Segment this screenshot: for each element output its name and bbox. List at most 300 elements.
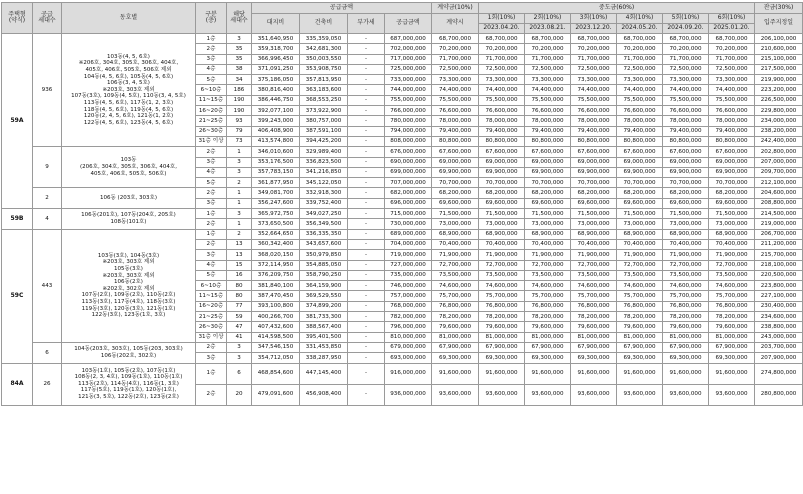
units-cell-text: 35: [235, 45, 243, 52]
middle-payment-cell-text: 72,500,000: [531, 66, 564, 73]
floor-cell-text: 2층: [206, 189, 216, 196]
building-price-cell: [300, 85, 348, 95]
middle-payment-cell: [663, 342, 709, 352]
contract-cell-text: 80,800,000: [438, 138, 472, 145]
middle-payment-cell: [525, 147, 571, 157]
land-price-cell: [252, 44, 300, 54]
land-price-cell: [252, 239, 300, 249]
middle-payment-cell: [525, 95, 571, 105]
vat-cell: [348, 167, 385, 177]
dong-ho-list: [62, 188, 196, 209]
vat-cell-text: -: [364, 45, 368, 52]
middle-payment-cell-text: 72,500,000: [715, 66, 748, 73]
building-price-cell: [300, 250, 348, 260]
contract-cell: [432, 342, 479, 352]
contract-cell-text: 67,900,000: [438, 344, 472, 351]
vat-cell-text: -: [364, 97, 368, 104]
middle-payment-cell-text: 71,900,000: [577, 251, 610, 258]
middle-payment-cell: [663, 198, 709, 208]
building-price-cell-text: 353,908,750: [305, 66, 342, 73]
header-type: 주택형 (약식): [2, 3, 33, 34]
middle-payment-cell-text: 69,300,000: [485, 354, 518, 361]
middle-payment-cell-text: 72,500,000: [577, 66, 610, 73]
middle-payment-cell: [479, 312, 525, 322]
units-cell-text: 77: [235, 303, 243, 310]
vat-cell-text: -: [364, 128, 368, 135]
units-cell-text: 73: [235, 138, 243, 145]
units-cell-text: 1: [237, 148, 241, 155]
middle-payment-cell: [571, 54, 617, 64]
contract-cell: [432, 64, 479, 74]
balance-cell: [755, 54, 803, 64]
floor-cell-text: 4층: [206, 169, 216, 176]
floor-cell: [196, 85, 227, 95]
building-price-cell-text: 356,349,500: [305, 220, 342, 227]
middle-payment-cell-text: 71,500,000: [531, 210, 564, 217]
middle-payment-cell: [479, 260, 525, 270]
middle-payment-cell: [617, 384, 663, 405]
vat-cell: [348, 85, 385, 95]
middle-payment-cell: [617, 136, 663, 146]
balance-cell-text: 206,100,000: [760, 35, 797, 42]
middle-payment-cell-text: 72,700,000: [531, 262, 564, 269]
middle-payment-cell: [617, 353, 663, 363]
middle-payment-cell-text: 69,300,000: [715, 354, 748, 361]
total-price-cell: [385, 95, 432, 105]
middle-payment-cell: [617, 260, 663, 270]
header-contract: 계약시: [432, 14, 479, 34]
middle-payment-cell-text: 70,200,000: [485, 45, 518, 52]
middle-payment-cell: [571, 353, 617, 363]
middle-payment-cell-text: 70,700,000: [623, 179, 656, 186]
middle-payment-cell-text: 72,700,000: [623, 262, 656, 269]
land-price-cell-text: 392,077,100: [257, 107, 294, 114]
middle-payment-cell: [571, 312, 617, 322]
units-cell: [227, 188, 252, 198]
contract-cell: [432, 178, 479, 188]
total-price-cell-text: 725,000,000: [390, 66, 426, 73]
middle-payment-cell-text: 74,600,000: [715, 282, 748, 289]
middle-payment-cell-text: 75,500,000: [577, 97, 610, 104]
total-price-cell-text: 690,000,000: [390, 159, 426, 166]
vat-cell-text: -: [364, 220, 368, 227]
middle-payment-cell: [571, 157, 617, 167]
balance-cell-text: 204,600,000: [760, 189, 797, 196]
middle-payment-cell-text: 74,400,000: [577, 86, 610, 93]
floor-cell: [196, 64, 227, 74]
supply-units-text: 443: [41, 282, 53, 289]
balance-cell-text: 220,500,000: [760, 272, 797, 279]
header-mid-label: 2회(10%): [525, 14, 571, 24]
building-price-cell: [300, 157, 348, 167]
total-price-cell: [385, 85, 432, 95]
middle-payment-cell: [571, 167, 617, 177]
floor-cell-text: 21~25층: [198, 117, 224, 124]
middle-payment-cell: [709, 229, 755, 239]
middle-payment-cell-text: 78,200,000: [669, 313, 702, 320]
middle-payment-cell: [525, 384, 571, 405]
middle-payment-cell: [525, 44, 571, 54]
header-supply-price: 공급금액: [252, 3, 432, 14]
building-price-cell: [300, 147, 348, 157]
total-price-cell: [385, 44, 432, 54]
floor-cell-text: 2층: [206, 391, 216, 398]
middle-payment-cell: [571, 229, 617, 239]
balance-cell: [755, 384, 803, 405]
middle-payment-cell-text: 71,700,000: [623, 56, 656, 63]
middle-payment-cell-text: 74,400,000: [623, 86, 656, 93]
total-price-cell: [385, 136, 432, 146]
balance-cell: [755, 239, 803, 249]
units-cell-text: 1: [237, 189, 241, 196]
units-cell-text: 3: [237, 35, 241, 42]
units-cell-text: 3: [237, 159, 241, 166]
header-balance-group: 잔금(30%): [755, 3, 803, 14]
middle-payment-cell-text: 68,200,000: [485, 189, 518, 196]
middle-payment-cell-text: 78,200,000: [623, 313, 656, 320]
middle-payment-cell-text: 69,300,000: [577, 354, 610, 361]
contract-cell-text: 79,600,000: [438, 323, 472, 330]
middle-payment-cell-text: 69,000,000: [485, 159, 518, 166]
vat-cell-text: -: [364, 76, 368, 83]
dong-ho-list: [62, 229, 196, 342]
middle-payment-cell-text: 79,600,000: [577, 323, 610, 330]
middle-payment-cell: [479, 126, 525, 136]
middle-payment-cell: [479, 332, 525, 342]
land-price-cell: [252, 260, 300, 270]
land-price-cell: [252, 167, 300, 177]
balance-cell: [755, 34, 803, 44]
land-price-cell-text: 352,664,650: [257, 231, 294, 238]
middle-payment-cell-text: 79,600,000: [715, 323, 748, 330]
middle-payment-cell-text: 80,800,000: [669, 138, 702, 145]
supply-units: [33, 342, 62, 363]
vat-cell-text: -: [364, 334, 368, 341]
units-cell: [227, 291, 252, 301]
building-price-cell: [300, 239, 348, 249]
middle-payment-cell-text: 79,400,000: [623, 128, 656, 135]
balance-cell-text: 230,400,000: [760, 303, 797, 310]
land-price-cell: [252, 34, 300, 44]
middle-payment-cell: [571, 239, 617, 249]
total-price-cell-text: 689,000,000: [390, 231, 426, 238]
floor-cell-text: 4층: [206, 262, 216, 269]
vat-cell-text: -: [364, 179, 368, 186]
balance-cell-text: 243,000,000: [760, 334, 797, 341]
middle-payment-cell-text: 70,700,000: [715, 179, 748, 186]
total-price-cell: [385, 54, 432, 64]
contract-cell-text: 71,700,000: [438, 56, 472, 63]
middle-payment-cell: [709, 342, 755, 352]
units-cell-text: 2: [237, 179, 241, 186]
total-price-cell: [385, 312, 432, 322]
building-price-cell: [300, 353, 348, 363]
vat-cell-text: -: [364, 370, 368, 377]
middle-payment-cell-text: 69,600,000: [669, 200, 702, 207]
land-price-cell: [252, 301, 300, 311]
units-cell: [227, 301, 252, 311]
floor-cell-text: 16~20층: [198, 107, 224, 114]
middle-payment-cell-text: 80,800,000: [623, 138, 656, 145]
middle-payment-cell-text: 93,600,000: [485, 391, 518, 398]
vat-cell-text: -: [364, 251, 368, 258]
floor-cell: [196, 188, 227, 198]
floor-cell: [196, 342, 227, 352]
middle-payment-cell: [617, 64, 663, 74]
units-cell: [227, 353, 252, 363]
units-cell-text: 80: [235, 292, 243, 299]
middle-payment-cell-text: 67,600,000: [531, 148, 564, 155]
land-price-cell-text: 360,342,400: [257, 241, 294, 248]
middle-payment-cell-text: 67,600,000: [485, 148, 518, 155]
middle-payment-cell-text: 74,600,000: [623, 282, 656, 289]
total-price-cell: [385, 188, 432, 198]
middle-payment-cell: [709, 270, 755, 280]
supply-units-text: 6: [45, 349, 49, 356]
contract-cell: [432, 209, 479, 219]
building-price-cell: [300, 260, 348, 270]
vat-cell-text: -: [364, 292, 368, 299]
land-price-cell-text: 357,783,150: [257, 169, 294, 176]
middle-payment-cell-text: 71,700,000: [715, 56, 748, 63]
middle-payment-cell-text: 68,200,000: [577, 189, 610, 196]
contract-cell-text: 74,600,000: [438, 282, 472, 289]
contract-cell: [432, 126, 479, 136]
total-price-cell-text: 746,000,000: [390, 282, 426, 289]
middle-payment-cell: [709, 312, 755, 322]
land-price-cell-text: 373,650,500: [257, 220, 294, 227]
contract-cell: [432, 147, 479, 157]
total-price-cell: [385, 106, 432, 116]
dong-ho-list: [62, 34, 196, 147]
building-price-cell: [300, 209, 348, 219]
land-price-cell: [252, 250, 300, 260]
middle-payment-cell-text: 76,800,000: [623, 303, 656, 310]
header-middle-group: 중도금(60%): [479, 3, 755, 14]
middle-payment-cell: [709, 85, 755, 95]
building-price-cell-text: 350,003,550: [305, 56, 342, 63]
building-price-cell: [300, 270, 348, 280]
middle-payment-cell-text: 91,600,000: [577, 370, 610, 377]
price-table-wrapper: [1, 2, 797, 406]
middle-payment-cell: [709, 260, 755, 270]
middle-payment-cell-text: 73,300,000: [485, 76, 518, 83]
middle-payment-cell-text: 71,500,000: [485, 210, 518, 217]
middle-payment-cell: [663, 353, 709, 363]
supply-units-text: 4: [45, 215, 49, 222]
middle-payment-cell: [663, 260, 709, 270]
building-price-cell-text: 369,529,550: [305, 292, 342, 299]
contract-cell: [432, 270, 479, 280]
total-price-cell-text: 810,000,000: [390, 334, 426, 341]
vat-cell-text: -: [364, 117, 368, 124]
middle-payment-cell: [479, 85, 525, 95]
building-price-cell: [300, 301, 348, 311]
middle-payment-cell-text: 68,900,000: [531, 231, 564, 238]
middle-payment-cell: [663, 209, 709, 219]
middle-payment-cell-text: 80,800,000: [577, 138, 610, 145]
contract-cell-text: 68,200,000: [438, 189, 472, 196]
middle-payment-cell: [617, 281, 663, 291]
middle-payment-cell-text: 70,200,000: [623, 45, 656, 52]
supply-units-text: 936: [41, 86, 53, 93]
middle-payment-cell-text: 68,900,000: [669, 231, 702, 238]
units-cell-text: 93: [235, 117, 243, 124]
middle-payment-cell: [617, 178, 663, 188]
middle-payment-cell-text: 67,600,000: [669, 148, 702, 155]
floor-cell-text: 3층: [206, 251, 216, 258]
middle-payment-cell-text: 76,600,000: [715, 107, 748, 114]
balance-cell: [755, 136, 803, 146]
vat-cell-text: -: [364, 272, 368, 279]
vat-cell-text: -: [364, 66, 368, 73]
floor-cell: [196, 312, 227, 322]
balance-cell-text: 234,600,000: [760, 313, 797, 320]
balance-cell-text: 211,200,000: [760, 241, 797, 248]
units-cell-text: 190: [233, 107, 245, 114]
total-price-cell-text: 679,000,000: [390, 344, 426, 351]
middle-payment-cell: [663, 281, 709, 291]
middle-payment-cell: [663, 157, 709, 167]
middle-payment-cell: [617, 75, 663, 85]
vat-cell-text: -: [364, 35, 368, 42]
balance-cell: [755, 126, 803, 136]
balance-cell-text: 229,800,000: [760, 107, 797, 114]
land-price-cell: [252, 75, 300, 85]
middle-payment-cell-text: 73,000,000: [669, 220, 702, 227]
building-price-cell: [300, 188, 348, 198]
vat-cell-text: -: [364, 391, 368, 398]
middle-payment-cell: [663, 85, 709, 95]
balance-cell: [755, 116, 803, 126]
units-cell-text: 13: [235, 241, 243, 248]
middle-payment-cell-text: 68,700,000: [531, 35, 564, 42]
middle-payment-cell-text: 71,900,000: [485, 251, 518, 258]
middle-payment-cell-text: 76,800,000: [577, 303, 610, 310]
middle-payment-cell-text: 78,000,000: [715, 117, 748, 124]
middle-payment-cell: [709, 322, 755, 332]
middle-payment-cell: [571, 116, 617, 126]
building-price-cell-text: 368,553,250: [305, 97, 342, 104]
middle-payment-cell: [617, 85, 663, 95]
floor-cell: [196, 260, 227, 270]
middle-payment-cell-text: 70,400,000: [485, 241, 518, 248]
table-row: [2, 229, 803, 239]
middle-payment-cell: [617, 219, 663, 229]
vat-cell: [348, 229, 385, 239]
middle-payment-cell-text: 75,700,000: [715, 292, 748, 299]
contract-cell-text: 73,300,000: [438, 76, 472, 83]
contract-cell-text: 69,300,000: [438, 354, 472, 361]
building-price-cell: [300, 54, 348, 64]
units-cell-text: 59: [235, 313, 243, 320]
middle-payment-cell-text: 68,900,000: [577, 231, 610, 238]
balance-cell: [755, 342, 803, 352]
middle-payment-cell: [663, 270, 709, 280]
balance-cell-text: 207,000,000: [760, 159, 797, 166]
middle-payment-cell: [709, 281, 755, 291]
header-balance: 입주지정일: [755, 14, 803, 34]
units-cell: [227, 342, 252, 352]
middle-payment-cell-text: 69,000,000: [577, 159, 610, 166]
floor-cell-text: 2층: [206, 220, 216, 227]
building-price-cell: [300, 44, 348, 54]
floor-cell-text: 2층: [206, 241, 216, 248]
middle-payment-cell: [479, 219, 525, 229]
middle-payment-cell-text: 67,900,000: [715, 344, 748, 351]
balance-cell: [755, 85, 803, 95]
middle-payment-cell: [571, 147, 617, 157]
header-mid-date: 2023.08.21.: [525, 24, 571, 34]
dong-ho-list: [62, 147, 196, 188]
balance-cell-text: 227,100,000: [760, 292, 797, 299]
balance-cell-text: 217,500,000: [760, 66, 797, 73]
middle-payment-cell: [663, 312, 709, 322]
table-row: [2, 209, 803, 219]
dong-ho-list: [62, 363, 196, 405]
middle-payment-cell-text: 78,000,000: [669, 117, 702, 124]
vat-cell: [348, 270, 385, 280]
land-price-cell-text: 353,176,500: [257, 159, 294, 166]
vat-cell: [348, 322, 385, 332]
balance-cell-text: 223,800,000: [760, 282, 797, 289]
middle-payment-cell-text: 74,600,000: [531, 282, 564, 289]
middle-payment-cell: [709, 332, 755, 342]
land-price-cell-text: 413,574,800: [257, 138, 294, 145]
dong-ho-list-text: 103동 (206호, 304호, 305호, 306호, 404호, 405호, 406호, 505호, 506호): [80, 157, 177, 177]
middle-payment-cell-text: 93,600,000: [715, 391, 748, 398]
middle-payment-cell-text: 73,500,000: [669, 272, 702, 279]
units-cell: [227, 106, 252, 116]
middle-payment-cell: [525, 157, 571, 167]
total-price-cell: [385, 342, 432, 352]
middle-payment-cell-text: 67,600,000: [623, 148, 656, 155]
building-price-cell-text: 395,401,500: [305, 334, 342, 341]
land-price-cell-text: 359,318,700: [257, 45, 294, 52]
land-price-cell-text: 361,877,950: [257, 179, 294, 186]
floor-cell-text: 21~25층: [198, 313, 224, 320]
middle-payment-cell-text: 93,600,000: [531, 391, 564, 398]
middle-payment-cell-text: 73,500,000: [577, 272, 610, 279]
middle-payment-cell: [525, 188, 571, 198]
total-price-cell-text: 794,000,000: [390, 128, 426, 135]
middle-payment-cell-text: 73,000,000: [623, 220, 656, 227]
middle-payment-cell: [709, 198, 755, 208]
middle-payment-cell: [525, 229, 571, 239]
middle-payment-cell-text: 74,600,000: [577, 282, 610, 289]
middle-payment-cell: [479, 75, 525, 85]
floor-cell-text: 5층: [206, 76, 216, 83]
land-price-cell: [252, 229, 300, 239]
middle-payment-cell-text: 70,700,000: [577, 179, 610, 186]
middle-payment-cell: [617, 209, 663, 219]
dong-ho-list-text: 106동 (203호, 303호): [100, 194, 157, 201]
header-dong-ho: 동호별: [62, 3, 196, 34]
middle-payment-cell: [525, 291, 571, 301]
middle-payment-cell-text: 69,600,000: [531, 200, 564, 207]
balance-cell: [755, 209, 803, 219]
contract-cell-text: 72,700,000: [438, 262, 472, 269]
middle-payment-cell: [663, 95, 709, 105]
building-price-cell: [300, 116, 348, 126]
middle-payment-cell: [617, 322, 663, 332]
middle-payment-cell-text: 73,300,000: [623, 76, 656, 83]
total-price-cell: [385, 353, 432, 363]
middle-payment-cell: [663, 44, 709, 54]
contract-cell-text: 68,700,000: [438, 35, 472, 42]
middle-payment-cell-text: 71,700,000: [531, 56, 564, 63]
middle-payment-cell-text: 76,800,000: [531, 303, 564, 310]
